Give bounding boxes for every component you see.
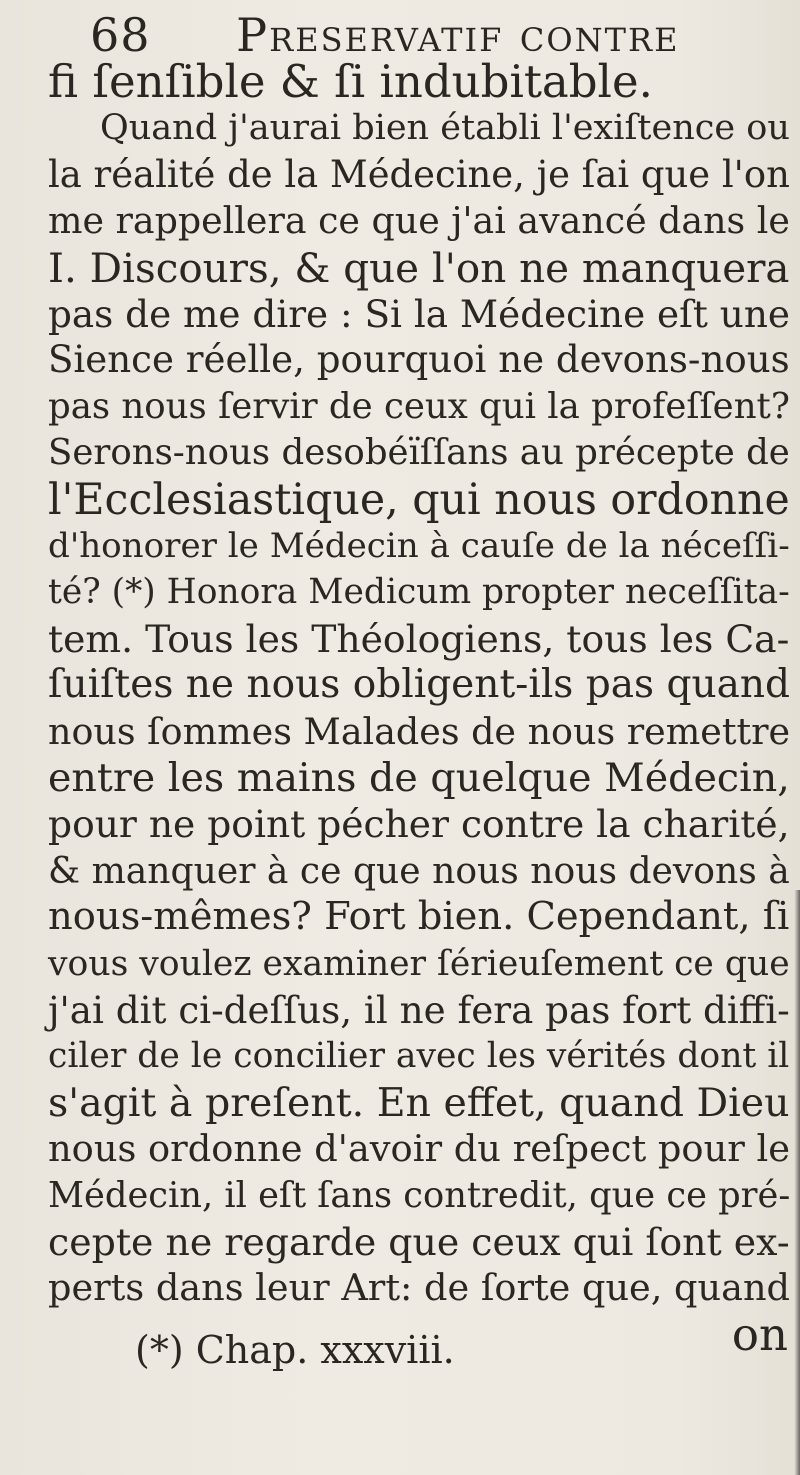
text-line: pas de me dire : Si la Médecine eſt une [48,292,790,336]
running-title: Preservatif contre [236,8,680,62]
text-line: s'agit à preſent. En effet, quand Dieu [48,1079,790,1126]
text-line: Médecin, il eſt ſans contredit, que ce pré- [48,1174,791,1216]
page-number: 68 [90,8,151,62]
text-line: fi ſenſible & ſi indubitable. [48,55,653,108]
text-line: cepte ne regarde que ceux qui ſont ex- [48,1220,790,1264]
text-line: nous ſommes Malades de nous remettre [48,709,791,753]
text-line: nous ordonne d'avoir du reſpect pour le [48,1127,791,1171]
text-line: j'ai dit ci-deſſus, il ne fera pas fort diffi- [48,988,790,1032]
text-line: la réalité de la Médecine, je ſai que l'on [48,152,790,196]
text-line: & manquer à ce que nous nous devons à [48,849,790,892]
text-line: pour ne point pécher contre la charité, [48,802,790,847]
text-line: l'Ecclesiastique, qui nous ordonne [48,474,790,525]
text-line: perts dans leur Art: de ſorte que, quand [48,1266,790,1310]
text-line: tem. Tous les Théologiens, tous les Ca- [48,616,790,661]
text-line: ſuiſtes ne nous obligent-ils pas quand [48,662,791,708]
text-line: vous voulez examiner ſérieuſement ce que [48,943,790,984]
text-line: Serons-nous desobéïſſans au précepte de [48,432,790,474]
text-line: té? (*) Honora Medicum propter neceſſita- [48,572,790,613]
text-line: entre les mains de quelque Médecin, [48,755,790,801]
text-line: nous-mêmes? Fort bien. Cependant, ſi [48,894,790,940]
text-line: on [731,1307,788,1361]
text-line: d'honorer le Médecin à cauſe de la néceſſi- [48,526,790,566]
page-edge-shadow [794,890,800,1475]
text-line: Quand j'aurai bien établi l'exiſtence ou [100,107,790,149]
text-line: me rappellera ce que j'ai avancé dans le [48,199,790,243]
running-header [90,8,679,62]
text-line: pas nous ſervir de ceux qui la profeſſent? [48,385,790,427]
footnote: (*) Chap. xxxviii. [135,1328,455,1372]
text-line: I. Discours, & que l'on ne manquera [48,243,790,292]
text-line: ciler de le concilier avec les vérités dont il [48,1036,790,1077]
text-line: Sience réelle, pourquoi ne devons-nous [48,338,790,382]
